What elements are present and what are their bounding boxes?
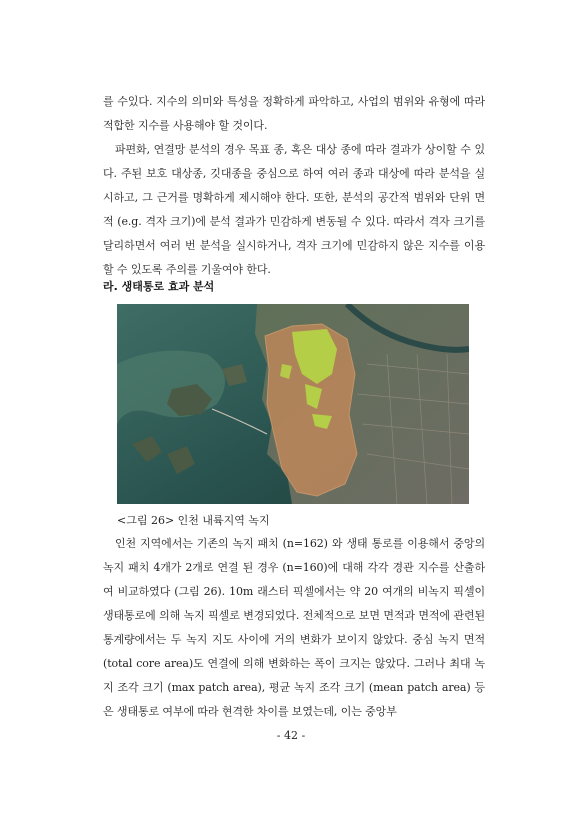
section-heading: 라. 생태통로 효과 분석 bbox=[103, 280, 215, 293]
page-number: - 42 - bbox=[276, 729, 306, 742]
body-paragraph-3 bbox=[103, 532, 485, 724]
paragraph-text: 를 수있다. 지수의 의미와 특성을 정확하게 파악하고, 사업의 범위와 유형에 따라 적합한 지수를 사용해야 할 것이다. bbox=[103, 95, 485, 132]
paragraph-text: 인천 지역에서는 기존의 녹지 패치 (n=162) 와 생태 통로를 이용해서 중앙의 녹지 패치 4개가 2개로 연결 된 경우 (n=160)에 대해 각각 경관 지수를 산출하여 비교하였다 (그림 26). 10m 래스터 픽셀에서는 약 20 여개의 비녹지 픽셀이 생태통로에 의해 녹지 픽셀로 변경되었다. 전체적으로 보면 면적과 면적에 관련된 통계량에서는 두 녹지 지도 사이에 거의 변화가 보이지 않았다. 중심 녹지 면적(total core area)도 연결에 의해 변화하는 폭이 크지는 않았다. 그러나 최대 녹지 조각 크기 (max patch area), 평균 녹지 조각 크기 (mean patch area) 등은 생태통로 여부에 따라 현격한 차이를 보였는데, 이는 중앙부 bbox=[103, 537, 485, 718]
body-paragraph-2 bbox=[103, 138, 485, 282]
figure-caption: <그림 26> 인천 내륙지역 녹지 bbox=[117, 514, 270, 527]
paragraph-text: 파편화, 연결망 분석의 경우 목표 종, 혹은 대상 종에 따라 결과가 상이할 수 있다. 주된 보호 대상종, 깃대종을 중심으로 하여 여러 종과 대상에 따라 분석을 실시하고, 그 근거를 명확하게 제시해야 한다. 또한, 분석의 공간적 범위와 단위 면적 (e.g. 격자 크기)에 분석 결과가 민감하게 변동될 수 있다. 따라서 격자 크기를 달리하면서 여러 번 분석을 실시하거나, 격자 크기에 민감하지 않은 지수를 이용 할 수 있도록 주의를 기울여야 한다. bbox=[103, 143, 485, 276]
figure-satellite-map bbox=[117, 304, 469, 504]
body-paragraph-1 bbox=[103, 90, 485, 138]
satellite-map-image bbox=[117, 304, 469, 504]
